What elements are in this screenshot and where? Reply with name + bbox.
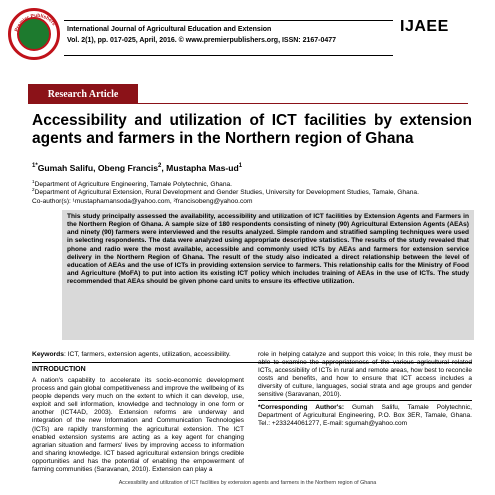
author-sup-3: 1 xyxy=(238,163,243,170)
affiliation-2: $^2$Department of Agricultural Extension, Rural Development and Gender Studies, University for Development Studies, Tamale, Ghana. xyxy=(32,187,419,197)
intro-left-column: A nation's capability to accelerate its socio-economic development process and gain global competitiveness and improve the wellbeing of its people depends very much on the extent to which it can develop, use, exploit and sell information, knowledge and technology in one form or another (ICT4AD, 2003). Extension reforms are underway and integration of the new Information and Communication Technologies (ICTs) are rapidly transforming the agricultural extension. The ICT enabled extension systems are acting as a key agent for changing agrarian situation and farmers' lives by improving access to information and sharing knowledge. ICT based agricultural extension brings credible opportunities and has the potential of enabling the empowerment of farming communities (Saravanan, 2010). Extension can play a xyxy=(32,377,244,474)
corresponding-label: *Corresponding Author's: xyxy=(258,404,345,411)
banner-divider xyxy=(138,103,468,104)
svg-text:Premier Publishers: Premier Publishers xyxy=(13,12,57,33)
page-footer: Accessibility and utilization of ICT facilities by extension agents and farmers in the Northern region of Ghana xyxy=(118,480,377,486)
journal-info xyxy=(64,20,393,56)
journal-acronym: IJAEE xyxy=(400,18,449,35)
abstract-box: This study principally assessed the availability, accessibility and utilization of ICT facilities by Extension Agents and Farmers in the Northern Region of Ghana. A sample size of 180 respondents consisting of ninety (90) Agricultural Extension Agents (AEAs) and ninety (90) farmers were interviewed and the results analyzed. Simple random and stratified sampling techniques were used in selecting respondents. The data were analyzed using appropriate descriptive statistics. The results of the study revealed that phone and radio were the most available, accessible and commonly used ICTs by AEAs and farmers for extension service delivery in the Northern Region of Ghana. The result of the study also indicated a direct relationship between the level of education of AEAs and the use of ICTs in providing extension service to farmers. This relationship calls for the Ministry of Food and Agriculture (MoFA) to put into action its existing ICT policy which includes training of AEAs in the use of ICTs. The study recommended that AEAs should be given phone card units to ensure its effective utilization. xyxy=(62,210,474,340)
intro-right-column: role in helping catalyze and support this voice; In this role, they must be able to examine the appropriateness of the various agricultural related ICTs, accessibility of ICTs in rural and remote areas, how best to reconcile costs and benefits, and how to ensure that ICT access includes a diversity of culture, languages, social strata and age groups and gender sensitive (Saravanan, 2010). xyxy=(258,351,472,399)
coauthor-emails: Co-author(s): ¹mustaphamansoda@yahoo.com, ²francisobeng@yahoo.com xyxy=(32,197,253,205)
author-names-3: , Mustapha Mas-ud xyxy=(161,163,239,173)
logo-ring xyxy=(11,11,63,63)
keywords-text: : ICT, farmers, extension agents, utilization, accessibility. xyxy=(63,351,231,358)
introduction-heading: INTRODUCTION xyxy=(32,366,86,373)
author-sup-2: 2 xyxy=(158,163,162,170)
author-sup-1: 1* xyxy=(32,163,38,170)
affiliations xyxy=(32,178,472,206)
affiliation-1: $^1$Department of Agriculture Engineering, Tamale Polytechnic, Ghana. xyxy=(32,178,233,188)
journal-volume: Vol. 2(1), pp. 017-025, April, 2016. © www.premierpublishers.org, ISSN: 2167-0477 xyxy=(67,37,337,44)
corresponding-text: Gumah Salifu, Tamale Polytechnic, Department of Agricultural Engineering, P.O. Box 3ER, Tamale, Ghana. Tel.: +233244061277, E-mail: sgumah@yahoo.com xyxy=(258,404,472,428)
publisher-logo xyxy=(8,8,60,60)
article-title: Accessibility and utilization of ICT facilities by extension agents and farmers in the Northern region of Ghana xyxy=(32,112,472,147)
keywords-label: Keywords xyxy=(32,351,64,358)
author-line xyxy=(32,163,242,173)
corresponding-author xyxy=(258,400,472,428)
article-type-banner: Research Article xyxy=(28,84,138,104)
keywords xyxy=(32,351,231,358)
author-names: Gumah Salifu, Obeng Francis xyxy=(37,163,159,173)
journal-name: International Journal of Agricultural Education and Extension xyxy=(67,26,272,33)
